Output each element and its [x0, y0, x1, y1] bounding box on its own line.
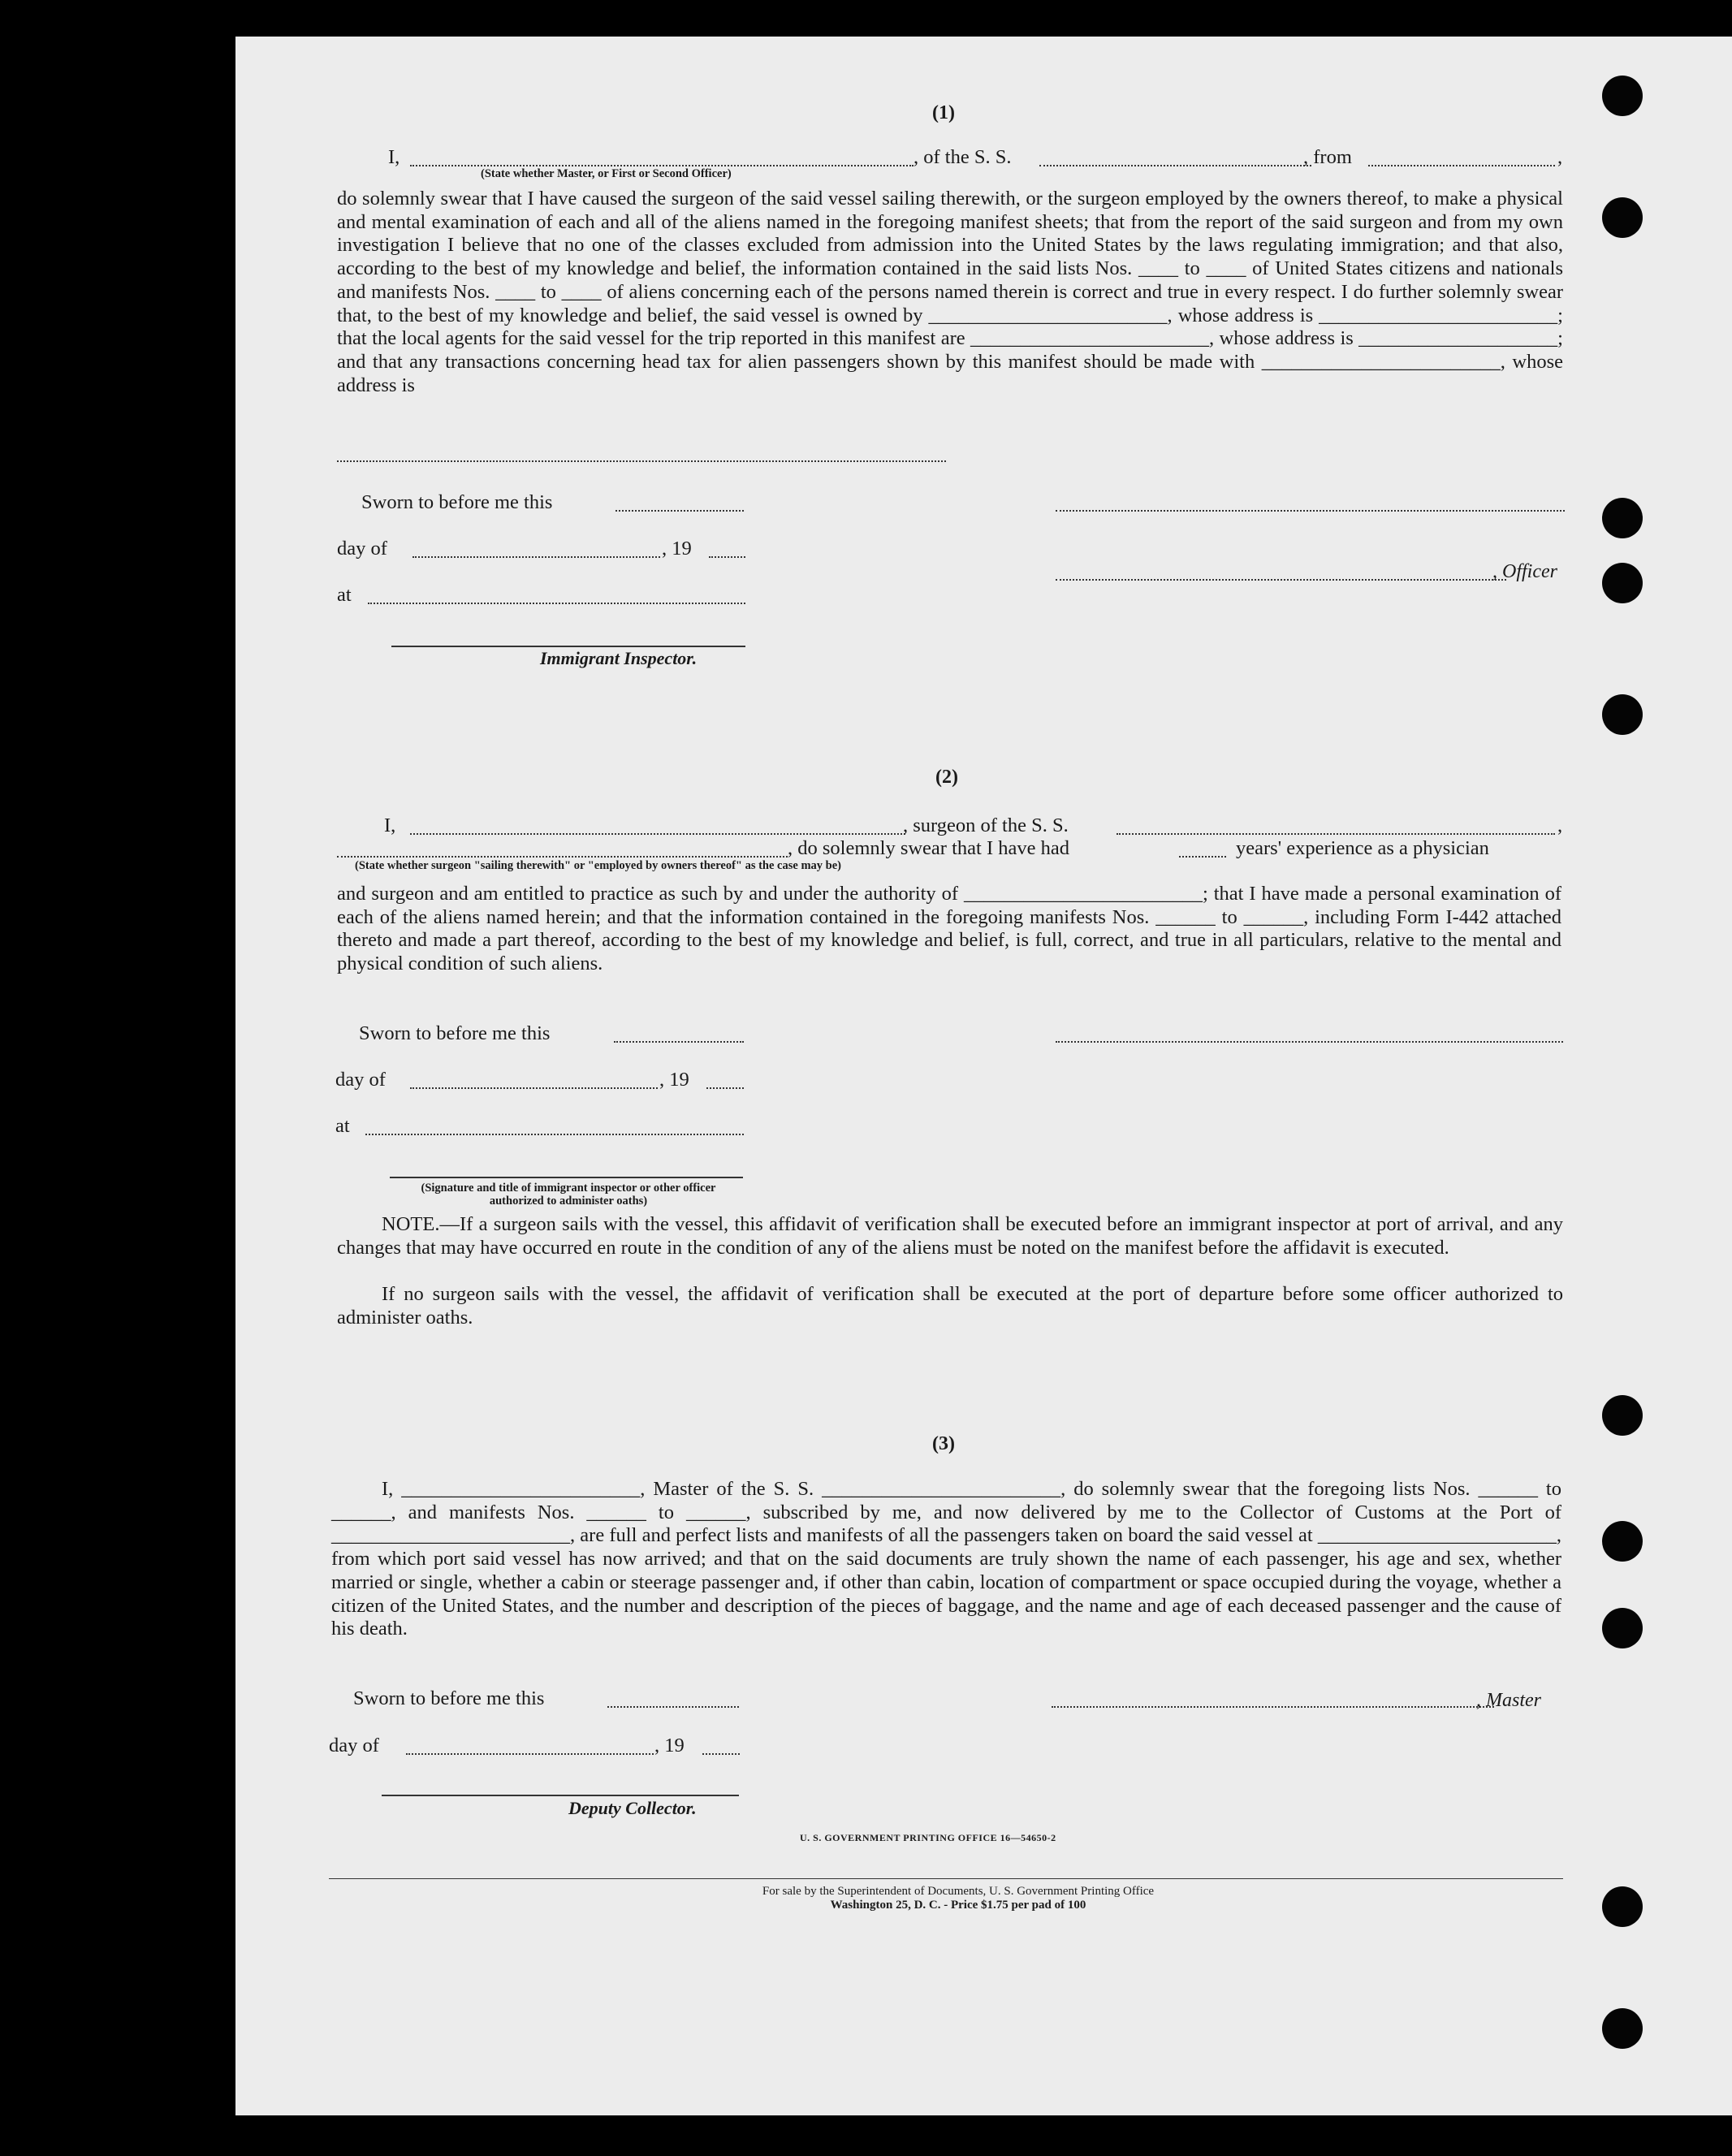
- note-paragraph: NOTE.—If a surgeon sails with the vessel, this affidavit of verification shall be executed before an immigrant inspector at port of arrival, and any changes that may have occurred en route in the condition of any of the aliens must be noted on the manifest before the affidavit is executed.: [337, 1213, 1563, 1259]
- footer-line-1: For sale by the Superintendent of Documents, U. S. Government Printing Office: [762, 1885, 1155, 1898]
- label-years: years' experience as a physician: [1236, 837, 1489, 859]
- at-label: at: [337, 584, 352, 606]
- section-number: (3): [932, 1433, 955, 1454]
- blank-line: [337, 460, 946, 462]
- label-swear: , do solemnly swear that I have had: [788, 837, 1069, 859]
- blank-sworn: [607, 1706, 739, 1708]
- surgeon-caption: (State whether surgeon "sailing therewith" or "employed by owners thereof" as the case may be): [355, 859, 841, 872]
- binder-hole: [1602, 2008, 1643, 2049]
- blank-sworn: [615, 510, 744, 512]
- binder-hole: [1602, 694, 1643, 735]
- blank-master-signature: [1052, 1706, 1494, 1708]
- blank-sworn: [614, 1041, 744, 1043]
- blank-name: [410, 165, 914, 166]
- blank-status: [337, 856, 788, 858]
- note-paragraph-2: If no surgeon sails with the vessel, the affidavit of verification shall be executed at the port of departure before some officer authorized to administer oaths.: [337, 1283, 1563, 1329]
- label-i: I,: [388, 146, 400, 168]
- label-of-ss: , of the S. S.: [914, 146, 1012, 168]
- signature-line: [391, 646, 745, 647]
- day-of-label: day of: [335, 1069, 386, 1091]
- blank-officer-signature: [1056, 510, 1565, 512]
- blank-vessel: [1117, 833, 1555, 835]
- label-from: , from: [1303, 146, 1352, 168]
- master-label: , Master: [1476, 1690, 1541, 1711]
- inspector-label: Immigrant Inspector.: [540, 648, 698, 668]
- binder-hole: [1602, 1521, 1643, 1562]
- blank-port: [1368, 165, 1555, 166]
- blank-at: [368, 603, 745, 604]
- blank-year: [702, 1753, 740, 1755]
- section-number: (1): [932, 102, 955, 123]
- at-label: at: [335, 1115, 350, 1137]
- blank-vessel: [1039, 165, 1311, 166]
- blank-year: [706, 1087, 744, 1089]
- binder-hole: [1602, 498, 1643, 538]
- binder-hole: [1602, 197, 1643, 238]
- blank-years: [1179, 856, 1226, 858]
- year-label: , 19: [654, 1735, 685, 1756]
- sworn-label: Sworn to before me this: [359, 1022, 551, 1044]
- oath-paragraph-2: and surgeon and am entitled to practice as such by and under the authority of ________________________; that I have made a personal examination of each of the aliens named herein; and that the information contained in the foregoing manifests Nos. ______ to ______, including Form I-442 attached thereto and made a part thereof, according to the best of my knowledge and belief, is full, correct, and true in all particulars, relative to the mental and physical condition of such aliens.: [337, 883, 1561, 975]
- blank-day: [410, 1087, 658, 1089]
- day-of-label: day of: [337, 538, 387, 560]
- blank-surgeon-name: [410, 833, 905, 835]
- section-number: (2): [935, 767, 958, 788]
- year-label: , 19: [662, 538, 692, 560]
- year-label: , 19: [659, 1069, 689, 1091]
- officer-caption: (State whether Master, or First or Second Officer): [481, 167, 732, 180]
- footer-rule: [329, 1878, 1563, 1879]
- day-of-label: day of: [329, 1735, 379, 1756]
- binder-hole: [1602, 1395, 1643, 1436]
- sworn-label: Sworn to before me this: [353, 1687, 545, 1709]
- signature-line: [382, 1795, 739, 1796]
- binder-hole: [1602, 1886, 1643, 1927]
- deputy-collector-label: Deputy Collector.: [568, 1798, 697, 1818]
- footer-line-2: Washington 25, D. C. - Price $1.75 per pad of 100: [830, 1899, 1086, 1912]
- oath-paragraph-3: I, ________________________, Master of the S. S. ________________________, do solemnly swear that the foregoing lists Nos. ______ to ______, and manifests Nos. ______ to ______, subscribed by me, and now delivered by me to the Collector of Customs at the Port of ________________________, are full and perfect lists and manifests of all the passengers taken on board the said vessel at ________________________, from which port said vessel has now arrived; and that on the said documents are truly shown the name of each passenger, his age and sex, whether married or single, whether a cabin or steerage passenger and, if other than cabin, location of compartment or space occupied during the voyage, whether a citizen of the United States, and the number and description of the pieces of baggage, and the name and age of each deceased passenger and the cause of his death.: [331, 1478, 1561, 1640]
- binder-hole: [1602, 1608, 1643, 1648]
- signature-caption: (Signature and title of immigrant inspector or other officer authorized to administer oaths): [421, 1182, 716, 1208]
- sworn-label: Sworn to before me this: [361, 491, 553, 513]
- label-i: I,: [384, 814, 396, 836]
- label-surgeon-of: , surgeon of the S. S.: [903, 814, 1069, 836]
- blank-at: [365, 1134, 744, 1135]
- blank-surgeon-signature: [1056, 1041, 1563, 1043]
- comma: ,: [1557, 814, 1563, 836]
- blank-day: [412, 556, 660, 558]
- officer-label: , Officer: [1492, 561, 1557, 582]
- gpo-imprint: U. S. GOVERNMENT PRINTING OFFICE 16—54650-2: [800, 1832, 1056, 1843]
- blank-year: [709, 556, 745, 558]
- binder-hole: [1602, 563, 1643, 603]
- blank-officer-name: [1056, 579, 1506, 581]
- oath-paragraph-1: do solemnly swear that I have caused the surgeon of the said vessel sailing therewith, or the surgeon employed by the owners thereof, to make a physical and mental examination of each and all of the aliens named in the foregoing manifest sheets; that from the report of the said surgeon and from my own investigation I believe that no one of the classes excluded from admission into the United States by the laws regulating immigration; and that also, according to the best of my knowledge and belief, the information contained in the said lists Nos. ____ to ____ of United States citizens and nationals and manifests Nos. ____ to ____ of aliens concerning each of the persons named therein is correct and true in every respect. I do further solemnly swear that, to the best of my knowledge and belief, the said vessel is owned by ________________________, whose address is ________________________; that the local agents for the said vessel for the trip reported in this manifest are ________________________, whose address is ____________________; and that any transactions concerning head tax for alien passengers shown by this manifest should be made with ________________________, whose address is: [337, 188, 1563, 396]
- blank-day: [406, 1753, 654, 1755]
- signature-line: [390, 1177, 743, 1178]
- binder-hole: [1602, 76, 1643, 116]
- comma: ,: [1557, 146, 1563, 168]
